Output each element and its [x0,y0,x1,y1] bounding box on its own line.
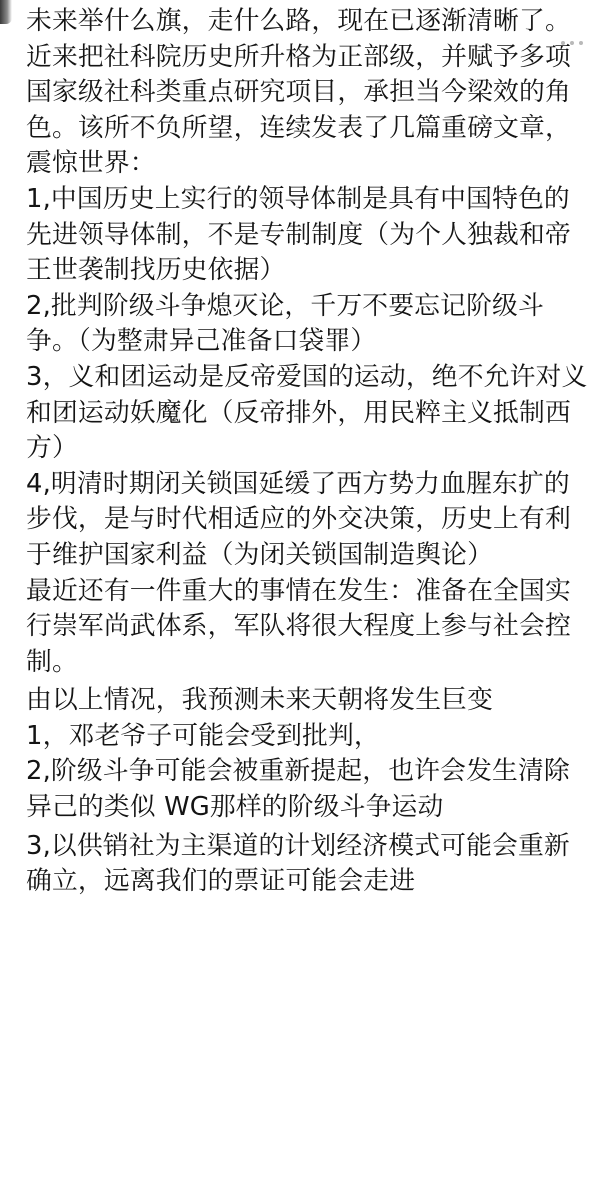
post-paragraph-item-2: 2,批判阶级斗争熄灭论，千万不要忘记阶级斗争。（为整肃异己准备口袋罪） [26,290,544,357]
post-paragraph-prediction-intro: 由以上情况，我预测未来天朝将发生巨变 [26,685,494,716]
post-paragraph-item-4: 4,明清时期闭关锁国延缓了西方势力血腥东扩的步伐，是与时代相适应的外交决策，历史上有利于维护国家利益（为闭关锁国制造舆论） [26,468,571,570]
post-paragraph-item-1: 1,中国历史上实行的领导体制是具有中国特色的先进领导体制，不是专制制度（为个人独裁和帝王世袭制找历史依据） [26,183,571,286]
post-paragraph-intro: 未来举什么旗，走什么路，现在已逐渐清晰了。近来把社科院历史所升格为正部级，并赋予多项国家级社科类重点研究项目，承担当今梁效的角色。该所不负所望，连续发表了几篇重磅文章，震惊世界： [26,6,571,179]
post-paragraph-recent-event: 最近还有一件重大的事情在发生：准备在全国实行崇军尚武体系，军队将很大程度上参与社会控制。 [26,575,571,677]
post-paragraph-prediction-1: 1，邓老爷子可能会受到批判， [26,720,380,751]
avatar[interactable] [0,0,12,24]
post-paragraph-item-3: 3，义和团运动是反帝爱国的运动，绝不允许对义和团运动妖魔化（反帝排外，用民粹主义抵制西方） [26,361,588,464]
post-body [26,4,590,900]
post-paragraph-prediction-3: 3,以供销社为主渠道的计划经济模式可能会重新确立，远离我们的票证可能会走进 [26,830,570,897]
post-paragraph-prediction-2: 2,阶级斗争可能会被重新提起，也许会发生清除异己的类似 WG那样的阶级斗争运动 [26,756,570,823]
